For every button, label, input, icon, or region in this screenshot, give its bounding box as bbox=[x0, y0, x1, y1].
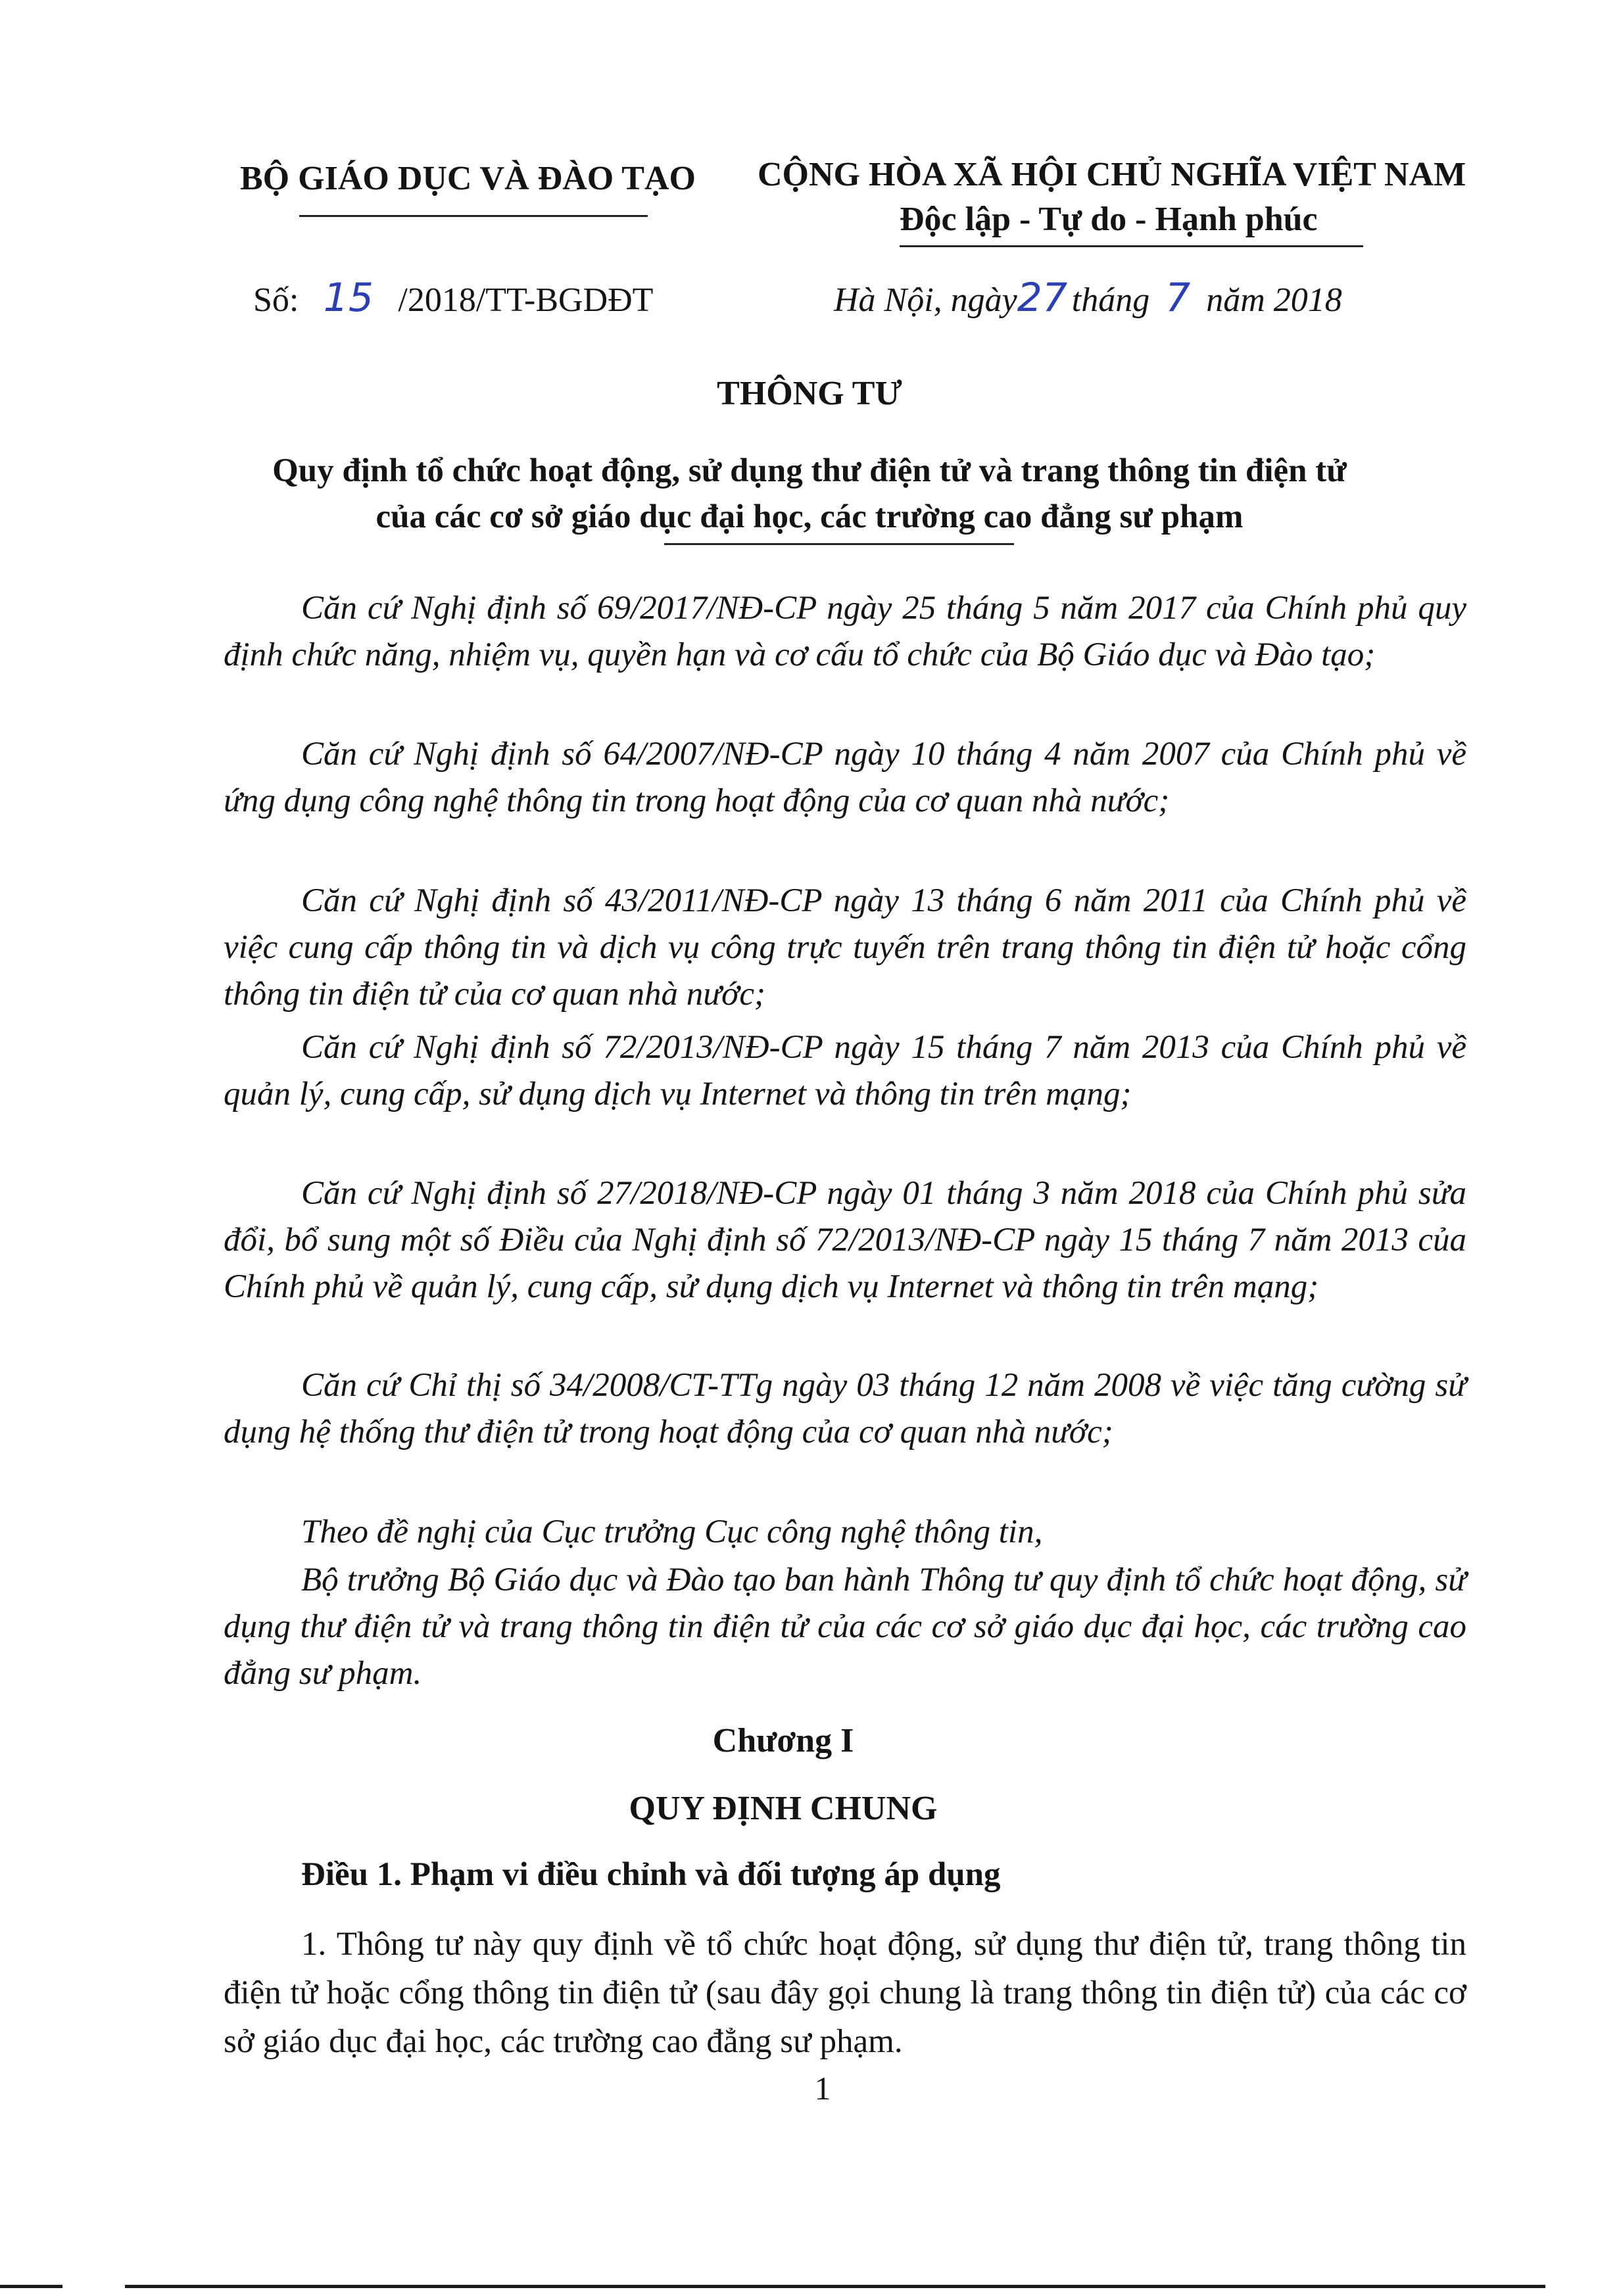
number-label: Số: bbox=[253, 281, 299, 319]
number-suffix: /2018/TT-BGDĐT bbox=[398, 281, 654, 319]
chapter-title: QUY ĐỊNH CHUNG bbox=[629, 1790, 938, 1827]
motto: Độc lập - Tự do - Hạnh phúc bbox=[900, 201, 1318, 238]
document-title-line1: Quy định tổ chức hoạt động, sử dụng thư điện tử và trang thông tin điện tử bbox=[272, 452, 1347, 489]
preamble-paragraph: Theo đề nghị của Cục trưởng Cục công nghệ thông tin, bbox=[301, 1514, 1043, 1550]
preamble-paragraph: Căn cứ Nghị định số 69/2017/NĐ-CP ngày 25 tháng 5 năm 2017 của Chính phủ quy định chức năng, nhiệm vụ, quyền hạn và cơ cấu tổ chức của Bộ Giáo dục và Đào tạo; bbox=[224, 590, 1466, 673]
article-clause: 1. Thông tư này quy định về tổ chức hoạt động, sử dụng thư điện tử, trang thông tin điện tử hoặc cổng thông tin điện tử (sau đây gọi chung là trang thông tin điện tử) của các cơ sở giáo dục đại học, các trường cao đẳng sư phạm. bbox=[224, 1926, 1466, 2060]
document-title-line2: của các cơ sở giáo dục đại học, các trường cao đẳng sư phạm bbox=[375, 498, 1244, 535]
document-type: THÔNG TƯ bbox=[717, 375, 902, 412]
date-prefix: Hà Nội, ngày bbox=[834, 281, 1017, 319]
preamble-paragraph: Bộ trưởng Bộ Giáo dục và Đào tạo ban hành Thông tư quy định tổ chức hoạt động, sử dụng thư điện tử và trang thông tin điện tử của các cơ sở giáo dục đại học, các trường cao đẳng sư phạm. bbox=[224, 1562, 1466, 1692]
month-label: tháng bbox=[1071, 281, 1150, 319]
preamble-paragraph: Căn cứ Nghị định số 64/2007/NĐ-CP ngày 10 tháng 4 năm 2007 của Chính phủ về ứng dụng công nghệ thông tin trong hoạt động của cơ quan nhà nước; bbox=[224, 736, 1466, 819]
handwritten-day: 27 bbox=[1017, 275, 1068, 321]
preamble-paragraph: Căn cứ Chỉ thị số 34/2008/CT-TTg ngày 03 tháng 12 năm 2008 về việc tăng cường sử dụng hệ thống thư điện tử trong hoạt động của cơ quan nhà nước; bbox=[224, 1367, 1466, 1450]
preamble-paragraph: Căn cứ Nghị định số 27/2018/NĐ-CP ngày 01 tháng 3 năm 2018 của Chính phủ sửa đổi, bổ sung một số Điều của Nghị định số 72/2013/NĐ-CP ngày 15 tháng 7 năm 2013 của Chính phủ về quản lý, cung cấp, sử dụng dịch vụ Internet và thông tin trên mạng; bbox=[224, 1175, 1466, 1305]
document-number bbox=[253, 276, 653, 322]
scan-edge-line bbox=[125, 2285, 1545, 2288]
handwritten-number: 15 bbox=[323, 275, 374, 321]
chapter-number: Chương I bbox=[712, 1722, 854, 1759]
preamble-paragraph: Căn cứ Nghị định số 43/2011/NĐ-CP ngày 13 tháng 6 năm 2011 của Chính phủ về việc cung cấp thông tin và dịch vụ công trực tuyến trên trang thông tin điện tử hoặc cổng thông tin điện tử của cơ quan nhà nước; bbox=[224, 882, 1466, 1013]
ministry-underline bbox=[299, 215, 648, 217]
preamble-paragraph: Căn cứ Nghị định số 72/2013/NĐ-CP ngày 15 tháng 7 năm 2013 của Chính phủ về quản lý, cung cấp, sử dụng dịch vụ Internet và thông tin trên mạng; bbox=[224, 1029, 1466, 1112]
ministry-name: BỘ GIÁO DỤC VÀ ĐÀO TẠO bbox=[240, 160, 696, 197]
motto-underline bbox=[900, 245, 1363, 247]
page-number: 1 bbox=[814, 2070, 831, 2107]
handwritten-month: 7 bbox=[1165, 275, 1191, 321]
article-heading: Điều 1. Phạm vi điều chỉnh và đối tượng áp dụng bbox=[301, 1856, 1001, 1893]
year-text: năm 2018 bbox=[1206, 281, 1342, 319]
issue-date bbox=[834, 276, 1342, 322]
title-underline bbox=[664, 543, 1014, 545]
scan-edge-line bbox=[0, 2285, 62, 2288]
country-name: CỘNG HÒA XÃ HỘI CHỦ NGHĨA VIỆT NAM bbox=[758, 156, 1466, 193]
